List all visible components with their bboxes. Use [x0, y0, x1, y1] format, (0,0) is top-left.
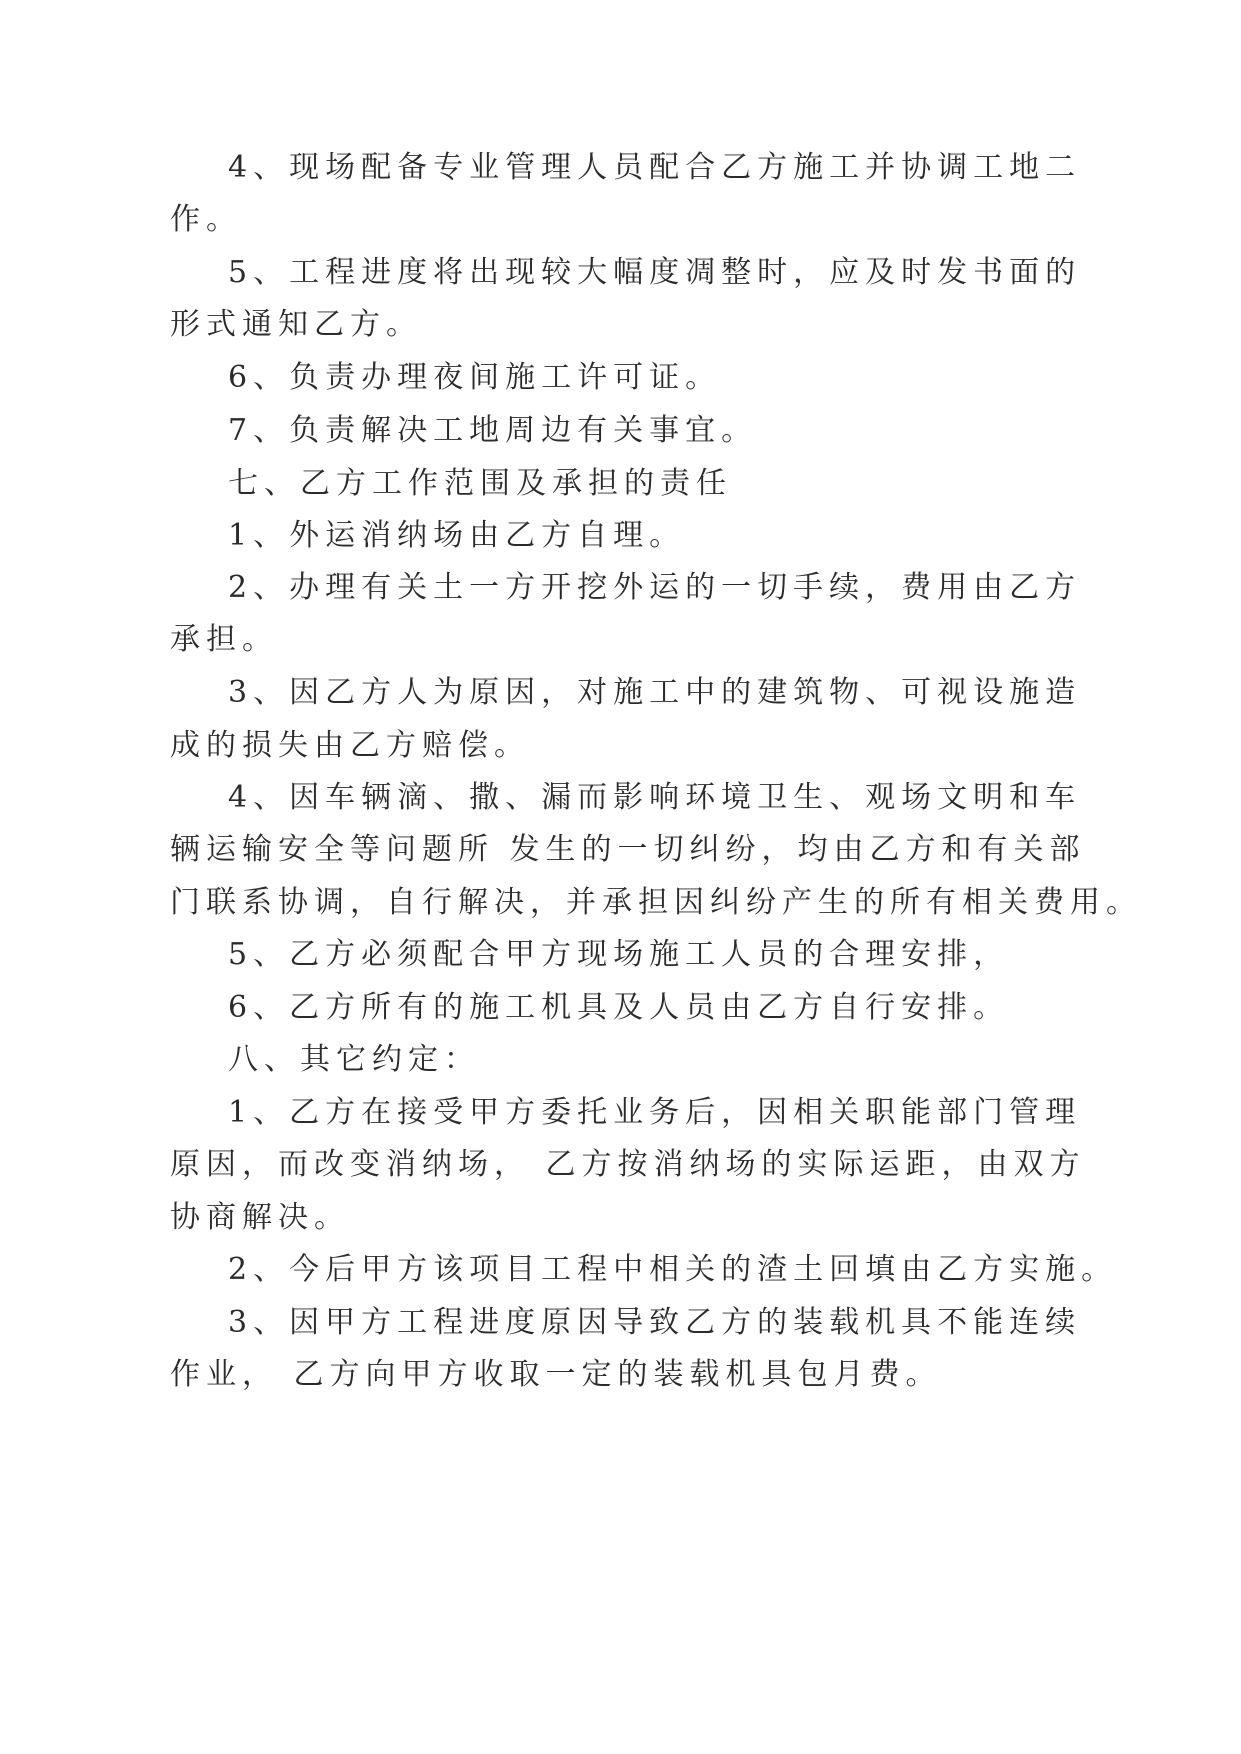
paragraph-line: 7、负责解决工地周边有关事宜。	[228, 413, 758, 448]
paragraph-line: 1、外运消纳场由乙方自理。	[228, 518, 686, 553]
paragraph-line: 5、乙方必须配合甲方现场施工人员的合理安排，	[228, 937, 1010, 972]
paragraph-line: 门联系协调，自行解决，并承担因纠纷产生的所有相关费用。	[170, 885, 1142, 920]
paragraph-line: 形式通知乙方。	[170, 307, 422, 342]
paragraph-line: 作。	[170, 202, 242, 237]
paragraph-line: 协商解决。	[170, 1200, 350, 1235]
paragraph-line: 成的损失由乙方赔偿。	[170, 728, 530, 763]
paragraph-line: 作业， 乙方向甲方收取一定的装载机具包月费。	[170, 1357, 942, 1392]
paragraph-line: 原因，而改变消纳场， 乙方按消纳场的实际运距，由双方	[170, 1147, 1086, 1182]
paragraph-line: 6、负责办理夜间施工许可证。	[228, 360, 722, 395]
paragraph-line: 4、因车辆滴、撒、漏而影响环境卫生、观场文明和车	[228, 780, 1082, 815]
paragraph-line: 承担。	[170, 622, 278, 657]
paragraph-line: 1、乙方在接受甲方委托业务后，因相关职能部门管理	[228, 1095, 1082, 1130]
paragraph-line: 3、因乙方人为原因，对施工中的建筑物、可视设施造	[228, 675, 1082, 710]
paragraph-line: 辆运输安全等问题所 发生的一切纠纷，均由乙方和有关部	[170, 832, 1086, 867]
section-heading: 七、乙方工作范围及承担的责任	[228, 466, 732, 501]
paragraph-line: 2、今后甲方该项目工程中相关的渣土回填由乙方实施。	[228, 1252, 1118, 1287]
paragraph-line: 4、现场配备专业管理人员配合乙方施工并协调工地二	[228, 150, 1082, 185]
paragraph-line: 5、工程进度将出现较大幅度凋整时，应及时发书面的	[228, 255, 1082, 290]
paragraph-line: 3、因甲方工程进度原因导致乙方的装载机具不能连续	[228, 1305, 1082, 1340]
paragraph-line: 6、乙方所有的施工机具及人员由乙方自行安排。	[228, 990, 1010, 1025]
section-heading: 八、其它约定：	[228, 1042, 480, 1077]
paragraph-line: 2、办理有关土一方开挖外运的一切手续，费用由乙方	[228, 570, 1082, 605]
